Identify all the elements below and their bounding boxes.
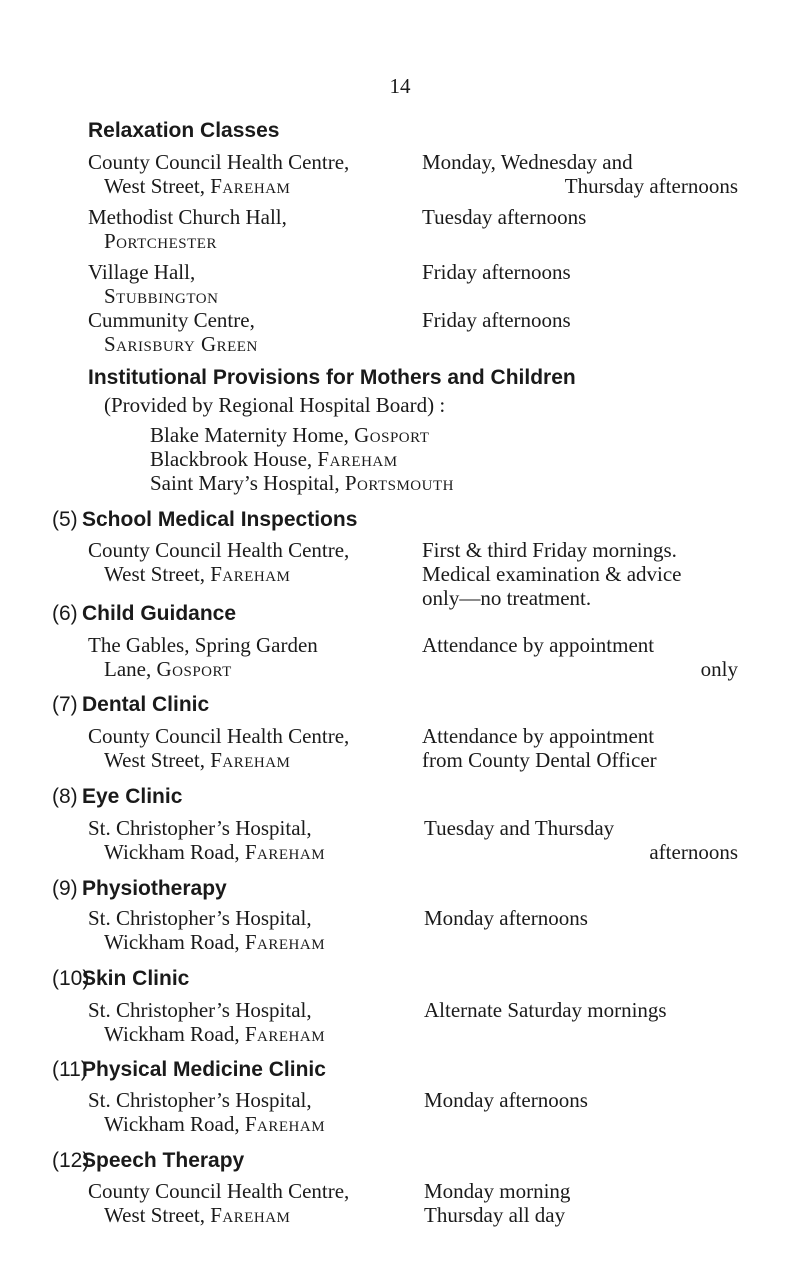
section-number: (12) bbox=[52, 1149, 90, 1172]
town-name: Fareham bbox=[210, 1203, 291, 1227]
section-place: County Council Health Centre, bbox=[88, 724, 350, 748]
town-name: Sarisbury Green bbox=[104, 332, 258, 356]
town-name: Portchester bbox=[104, 229, 217, 253]
section-title: Dental Clinic bbox=[82, 693, 210, 716]
section-time: Tuesday and Thursday bbox=[424, 816, 615, 840]
section-number: (5) bbox=[52, 508, 78, 531]
section-heading bbox=[52, 1058, 326, 1082]
town-name: Gosport bbox=[156, 657, 232, 681]
section-address: Wickham Road, Fareham bbox=[104, 1022, 326, 1046]
section-number: (9) bbox=[52, 877, 78, 900]
institution-item: Saint Mary’s Hospital, Portsmouth bbox=[150, 471, 454, 495]
section-number: (8) bbox=[52, 785, 78, 808]
section-address: West Street, Fareham bbox=[104, 562, 291, 586]
section-number: (11) bbox=[52, 1058, 88, 1081]
section-place: St. Christopher’s Hospital, bbox=[88, 906, 312, 930]
town-name: Fareham bbox=[244, 840, 326, 864]
town-name: Fareham bbox=[210, 748, 291, 772]
section-address: Lane, Gosport bbox=[104, 657, 232, 681]
section-number: (10) bbox=[52, 967, 90, 990]
section-time: Alternate Saturday mornings bbox=[424, 998, 667, 1022]
section-title: Child Guidance bbox=[82, 602, 237, 625]
section-heading bbox=[52, 877, 227, 901]
section-heading bbox=[52, 508, 357, 532]
section-title: Eye Clinic bbox=[82, 785, 183, 808]
section-title: School Medical Inspections bbox=[82, 508, 358, 531]
section-place: St. Christopher’s Hospital, bbox=[88, 1088, 312, 1112]
section-heading bbox=[52, 1149, 244, 1173]
town-name: Fareham bbox=[210, 174, 291, 198]
section-number: (7) bbox=[52, 693, 78, 716]
section-time: Monday morning bbox=[424, 1179, 571, 1203]
relaxation-time: Friday afternoons bbox=[422, 260, 571, 284]
town-name: Fareham bbox=[244, 930, 326, 954]
section-time: First & third Friday mornings. bbox=[422, 538, 677, 562]
relaxation-time: Monday, Wednesday and bbox=[422, 150, 633, 174]
section-heading bbox=[52, 967, 189, 991]
section-place: County Council Health Centre, bbox=[88, 1179, 350, 1203]
town-name: Gosport bbox=[354, 423, 430, 447]
section-heading bbox=[52, 602, 236, 626]
section-address: West Street, Fareham bbox=[104, 1203, 291, 1227]
town-name: Stubbington bbox=[104, 284, 219, 308]
section-address: Wickham Road, Fareham bbox=[104, 930, 326, 954]
section-title: Speech Therapy bbox=[82, 1149, 245, 1172]
section-time: Attendance by appointment bbox=[422, 633, 655, 657]
town-name: Fareham bbox=[210, 562, 291, 586]
institutional-heading: Institutional Provisions for Mothers and Children bbox=[88, 366, 576, 389]
relaxation-time: Thursday afternoons bbox=[564, 174, 738, 198]
section-time: only—no treatment. bbox=[422, 586, 592, 610]
relaxation-time: Tuesday afternoons bbox=[422, 205, 587, 229]
town-name: Fareham bbox=[317, 447, 398, 471]
section-heading bbox=[52, 693, 209, 717]
section-place: The Gables, Spring Garden bbox=[88, 633, 318, 657]
section-address: West Street, Fareham bbox=[104, 748, 291, 772]
town-name: Fareham bbox=[244, 1022, 326, 1046]
relaxation-place: Methodist Church Hall, bbox=[88, 205, 287, 229]
section-place: County Council Health Centre, bbox=[88, 538, 350, 562]
section-number: (6) bbox=[52, 602, 78, 625]
section-time: Monday afternoons bbox=[424, 1088, 588, 1112]
institutional-subheading: (Provided by Regional Hospital Board) : bbox=[104, 393, 446, 417]
section-time: only bbox=[700, 657, 738, 681]
section-time: from County Dental Officer bbox=[422, 748, 657, 772]
section-title: Skin Clinic bbox=[82, 967, 190, 990]
relaxation-heading: Relaxation Classes bbox=[88, 119, 280, 142]
section-address: Wickham Road, Fareham bbox=[104, 840, 326, 864]
relaxation-address: West Street, Fareham bbox=[104, 174, 291, 198]
relaxation-place: Cummunity Centre, bbox=[88, 308, 255, 332]
page-number: 14 bbox=[389, 74, 411, 98]
section-time: Attendance by appointment bbox=[422, 724, 655, 748]
section-time: Thursday all day bbox=[424, 1203, 566, 1227]
relaxation-time: Friday afternoons bbox=[422, 308, 571, 332]
relaxation-place: County Council Health Centre, bbox=[88, 150, 350, 174]
institution-item: Blackbrook House, Fareham bbox=[150, 447, 398, 471]
section-title: Physiotherapy bbox=[82, 877, 227, 900]
relaxation-place: Village Hall, bbox=[88, 260, 196, 284]
section-place: St. Christopher’s Hospital, bbox=[88, 998, 312, 1022]
section-time: afternoons bbox=[649, 840, 738, 864]
town-name: Fareham bbox=[244, 1112, 326, 1136]
institution-item: Blake Maternity Home, Gosport bbox=[150, 423, 430, 447]
section-time: Monday afternoons bbox=[424, 906, 588, 930]
section-heading bbox=[52, 785, 182, 809]
section-title: Physical Medicine Clinic bbox=[82, 1058, 326, 1081]
section-time: Medical examination & advice bbox=[422, 562, 682, 586]
section-address: Wickham Road, Fareham bbox=[104, 1112, 326, 1136]
town-name: Portsmouth bbox=[344, 471, 454, 495]
section-place: St. Christopher’s Hospital, bbox=[88, 816, 312, 840]
